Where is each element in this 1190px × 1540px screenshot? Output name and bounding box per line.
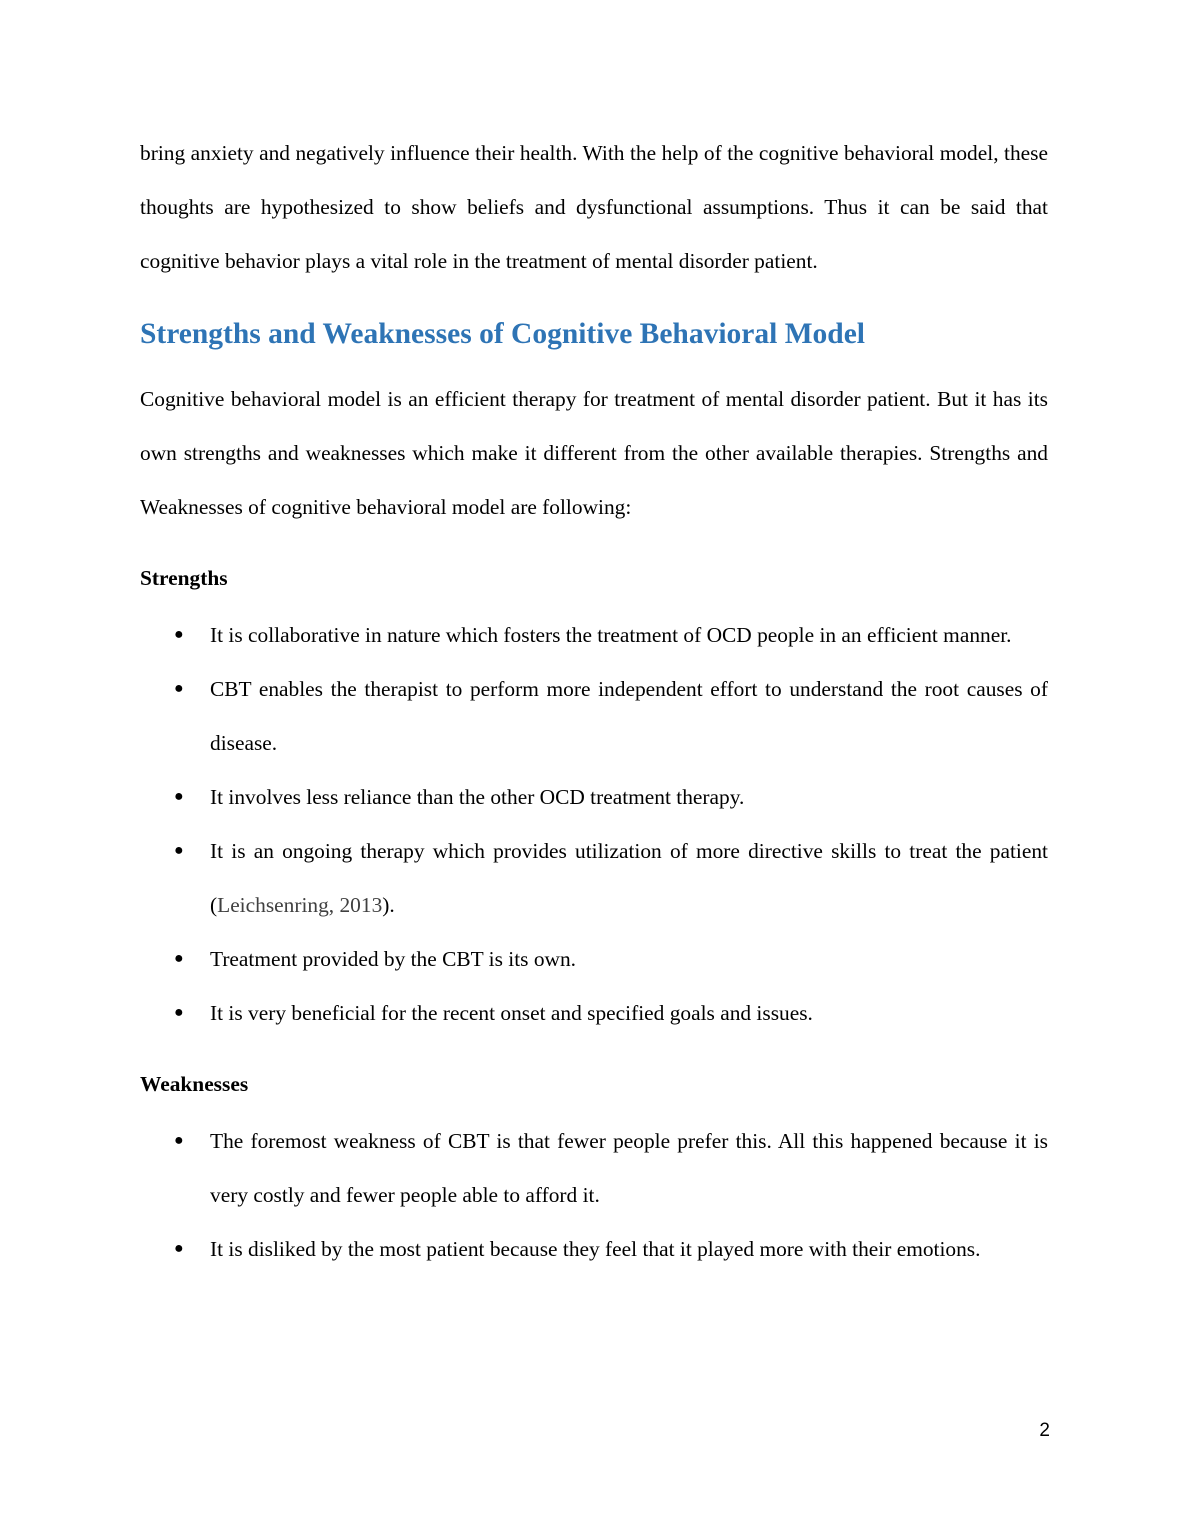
bullet-icon: ● [174,680,184,697]
intro-paragraph: bring anxiety and negatively influence their health. With the help of the cognitive behavioral model, these thoughts are hypothesized to show beliefs and dysfunctional assumptions. Thus it can be said that cognitive behavior plays a vital role in the treatment of mental disorder patient. [140,141,1048,273]
list-item [140,1114,1048,1222]
citation-suffix: ). [382,893,395,917]
bullet-icon: ● [174,1132,184,1149]
bullet-icon: ● [174,842,184,859]
list-item-text: CBT enables the therapist to perform more independent effort to understand the root causes of disease. [210,677,1048,755]
section-heading: Strengths and Weaknesses of Cognitive Behavioral Model [140,318,865,350]
list-item-text: It is disliked by the most patient because they feel that it played more with their emotions. [210,1237,981,1261]
bullet-icon: ● [174,788,184,805]
list-item [140,986,1048,1040]
list-item [140,824,1048,932]
bullet-icon: ● [174,950,184,967]
bullet-icon: ● [174,626,184,643]
list-item-text: Treatment provided by the CBT is its own. [210,947,577,971]
strengths-list [140,608,1048,1040]
list-item [140,770,1048,824]
list-item [140,662,1048,770]
bullet-icon: ● [174,1240,184,1257]
citation-link[interactable]: Leichsenring, 2013 [217,893,383,917]
list-item [140,608,1048,662]
list-item-text: It is collaborative in nature which fosters the treatment of OCD people in an efficient manner. [210,623,1012,647]
list-item-text: The foremost weakness of CBT is that fewer people prefer this. All this happened because it is very costly and fewer people able to afford it. [210,1129,1048,1207]
list-item-text: It involves less reliance than the other OCD treatment therapy. [210,785,745,809]
list-item [140,1222,1048,1276]
list-item-text: It is an ongoing therapy which provides utilization of more directive skills to treat the patient ( [210,839,1048,917]
section-paragraph: Cognitive behavioral model is an efficient therapy for treatment of mental disorder patient. But it has its own strengths and weaknesses which make it different from the other available therapies. Strengths and Weaknesses of cognitive behavioral model are following: [140,387,1048,519]
list-item [140,932,1048,986]
list-item-text: It is very beneficial for the recent onset and specified goals and issues. [210,1001,813,1025]
weaknesses-list [140,1114,1048,1276]
document-page [140,126,1048,1276]
page-number: 2 [1039,1420,1050,1441]
bullet-icon: ● [174,1004,184,1021]
weaknesses-heading: Weaknesses [140,1072,249,1096]
strengths-heading: Strengths [140,566,228,590]
